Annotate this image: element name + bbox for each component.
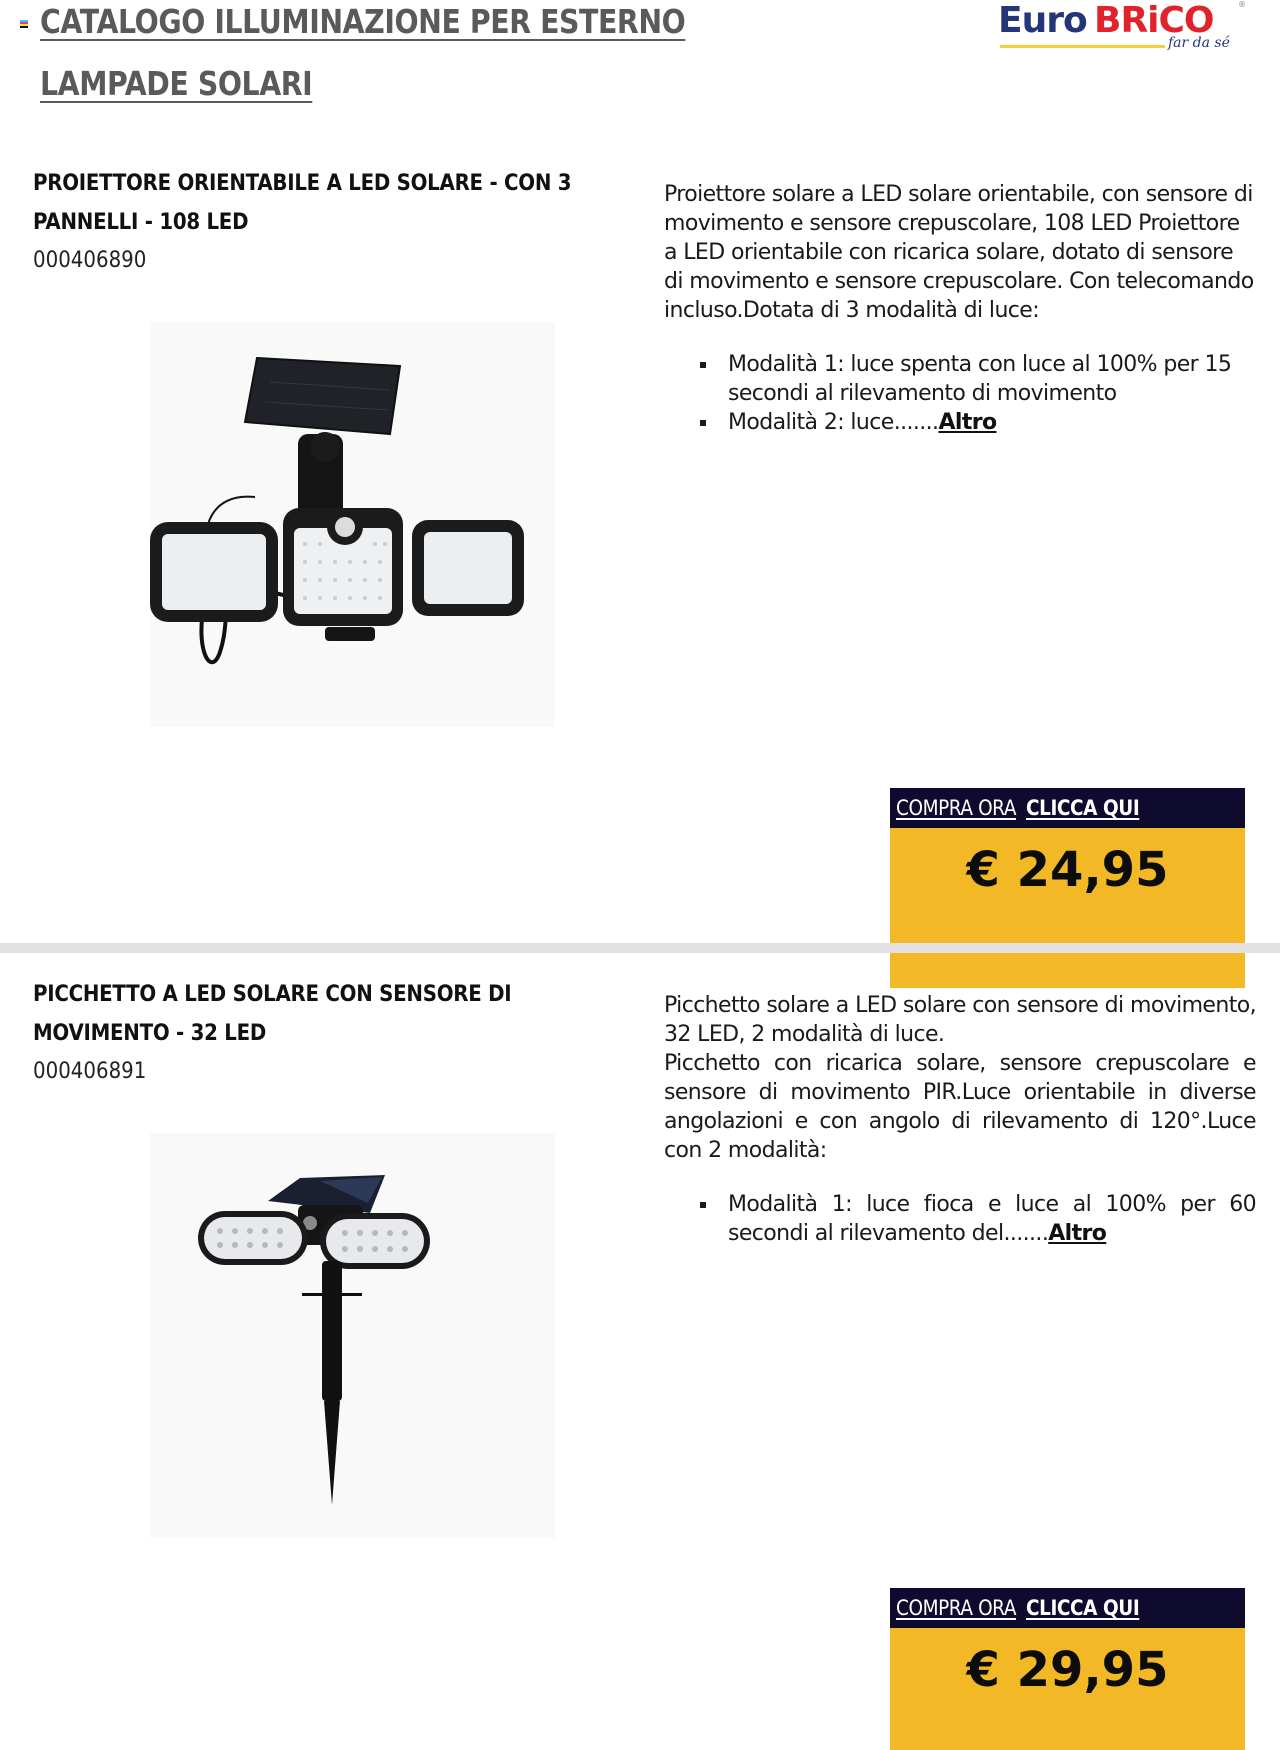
product-divider — [0, 943, 1280, 953]
logo-brico-text: BRiCO — [1094, 0, 1214, 41]
modes-list — [664, 350, 1256, 437]
mode-item: Modalità 1: luce fioca e luce al 100% per 60 secondi al rilevamento del.......Altro — [728, 1192, 1256, 1246]
buy-box — [890, 788, 1245, 988]
product-code: 000406891 — [33, 1059, 147, 1084]
buy-box — [890, 1588, 1245, 1750]
logo-registered-mark: ® — [1238, 0, 1246, 9]
mode-item: Modalità 1: luce spenta con luce al 100% per 15 secondi al rilevamento di movimento — [728, 350, 1256, 408]
product-image — [150, 322, 555, 727]
modes-list — [664, 1190, 1256, 1248]
compra-ora-link[interactable]: COMPRA ORA — [896, 796, 1017, 820]
price: € 24,95 — [966, 842, 1169, 898]
eurobrico-logo[interactable] — [998, 0, 1248, 56]
product-image — [150, 1133, 555, 1538]
description-text: Picchetto con ricarica solare, sensore crepuscolare e sensore di movimento PIR.Luce orientabile in diverse angolazioni e con angolo di rilevamento di 120°.Luce con 2 modalità: — [664, 1051, 1256, 1163]
description-text: Proiettore solare a LED solare orientabile, con sensore di movimento e sensore crepuscolare, 108 LED Proiettore a LED orientabile con ricarica solare, dotato di sensore di movimento e sensore crepuscolare. Con telecomando incluso.Dotata di 3 modalità di luce: — [664, 182, 1254, 323]
solar-stake-light-icon — [150, 1133, 555, 1538]
logo-tagline: far da sé — [1168, 35, 1230, 51]
altro-link[interactable]: Altro — [938, 410, 997, 435]
mode-item: Modalità 2: luce.......Altro — [728, 408, 1256, 437]
product-name: PROIETTORE ORIENTABILE A LED SOLARE - CON 3 PANNELLI - 108 LED — [33, 171, 572, 235]
altro-link[interactable]: Altro — [1048, 1221, 1107, 1246]
product-description — [664, 991, 1256, 1248]
price-box — [890, 828, 1245, 988]
product-description — [664, 180, 1256, 437]
product-name: PICCHETTO A LED SOLARE CON SENSORE DI MOVIMENTO - 32 LED — [33, 982, 512, 1046]
solar-floodlight-3-panel-icon — [150, 322, 555, 727]
clicca-qui-link[interactable]: CLICCA QUI — [1026, 1596, 1140, 1620]
logo-underline — [1000, 45, 1165, 48]
buy-header — [890, 1588, 1245, 1628]
description-text: Picchetto solare a LED solare con sensore di movimento, 32 LED, 2 modalità di luce. — [664, 993, 1256, 1047]
logo-euro-text: Euro — [998, 0, 1087, 41]
category-title-link[interactable]: LAMPADE SOLARI — [40, 64, 313, 103]
product-code: 000406890 — [33, 248, 147, 273]
price: € 29,95 — [966, 1642, 1169, 1698]
catalog-title-link[interactable]: CATALOGO ILLUMINAZIONE PER ESTERNO — [40, 2, 686, 41]
registration-mark-icon — [20, 20, 28, 28]
buy-header — [890, 788, 1245, 828]
page-header — [0, 0, 1280, 140]
price-box — [890, 1628, 1245, 1750]
clicca-qui-link[interactable]: CLICCA QUI — [1026, 796, 1140, 820]
compra-ora-link[interactable]: COMPRA ORA — [896, 1596, 1017, 1620]
